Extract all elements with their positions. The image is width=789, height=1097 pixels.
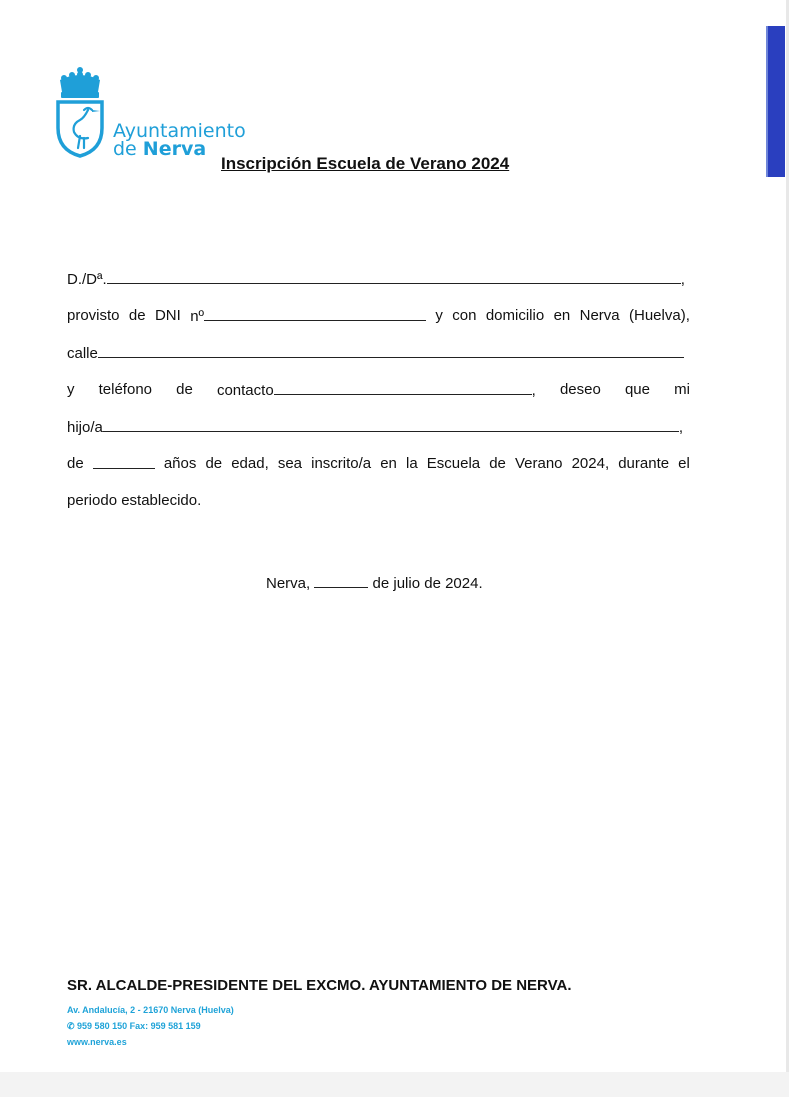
word: años xyxy=(163,455,197,472)
date-prefix: Nerva, xyxy=(266,575,315,592)
document-title: Inscripción Escuela de Verano 2024 xyxy=(221,154,510,173)
dni-blank[interactable] xyxy=(204,305,426,321)
word: sea xyxy=(277,455,303,472)
crest-icon xyxy=(54,66,106,158)
dni-label: nº xyxy=(190,308,205,325)
word: de xyxy=(67,455,84,472)
phone-group xyxy=(217,379,536,416)
dni-group xyxy=(190,305,426,342)
word: en xyxy=(553,307,571,324)
word: (Huelva), xyxy=(629,307,690,324)
age-blank[interactable] xyxy=(93,453,155,469)
child-blank[interactable] xyxy=(103,416,679,432)
street-label: calle xyxy=(67,345,98,362)
form-line-child xyxy=(67,416,690,453)
word: la xyxy=(405,455,418,472)
side-scroll-tab[interactable] xyxy=(766,26,785,177)
word: el xyxy=(678,455,690,472)
word: 2024, xyxy=(571,455,610,472)
logo-text-name: Nerva xyxy=(142,138,207,160)
child-line-end: , xyxy=(678,419,684,436)
name-label: D./Dª. xyxy=(67,271,107,288)
word: teléfono xyxy=(98,381,153,398)
word: de xyxy=(205,455,223,472)
phone-blank[interactable] xyxy=(274,379,532,395)
name-blank[interactable] xyxy=(107,268,681,284)
ayuntamiento-logo xyxy=(54,66,264,162)
word: provisto xyxy=(67,307,120,324)
logo-text-line2 xyxy=(113,138,206,160)
form-line-period: periodo establecido. xyxy=(67,492,202,509)
word: inscrito/a xyxy=(311,455,372,472)
child-label: hijo/a xyxy=(67,419,103,436)
word: Verano xyxy=(514,455,563,472)
word: de xyxy=(489,455,506,472)
form-line-phone xyxy=(67,379,690,416)
word: que xyxy=(624,381,650,398)
phone-comma: , xyxy=(531,382,536,399)
day-blank[interactable] xyxy=(314,572,368,588)
street-blank[interactable] xyxy=(98,342,684,358)
word: en xyxy=(380,455,397,472)
word: deseo xyxy=(559,381,601,398)
word: de xyxy=(128,307,146,324)
word: con xyxy=(452,307,477,324)
word: y xyxy=(67,381,75,398)
footer-address: Av. Andalucía, 2 - 21670 Nerva (Huelva) xyxy=(67,1005,234,1015)
word: DNI xyxy=(154,307,181,324)
word: Escuela xyxy=(426,455,481,472)
logo-text-prefix: de xyxy=(113,138,143,160)
footer-phone: ✆ 959 580 150 Fax: 959 581 159 xyxy=(67,1021,201,1031)
name-line-end: , xyxy=(680,271,685,288)
form-line-name xyxy=(67,268,690,305)
registration-form-text xyxy=(67,268,690,527)
word: edad, xyxy=(231,455,269,472)
word: Nerva xyxy=(579,307,620,324)
form-line-age xyxy=(67,453,690,490)
word: domicilio xyxy=(485,307,545,324)
logo-text-line1: Ayuntamiento xyxy=(113,120,246,142)
recipient-line: SR. ALCALDE-PRESIDENTE DEL EXCMO. AYUNTAMIENTO DE NERVA. xyxy=(67,977,572,994)
form-line-dni xyxy=(67,305,690,342)
page-bottom-shade xyxy=(0,1072,789,1097)
word: y xyxy=(435,307,443,324)
date-suffix: de julio de 2024. xyxy=(368,575,483,592)
word: durante xyxy=(618,455,670,472)
date-line xyxy=(266,572,483,592)
phone-label: contacto xyxy=(216,382,274,399)
footer-website[interactable]: www.nerva.es xyxy=(67,1037,127,1047)
word: mi xyxy=(674,381,690,398)
word: de xyxy=(176,381,193,398)
form-line-street xyxy=(67,342,690,379)
